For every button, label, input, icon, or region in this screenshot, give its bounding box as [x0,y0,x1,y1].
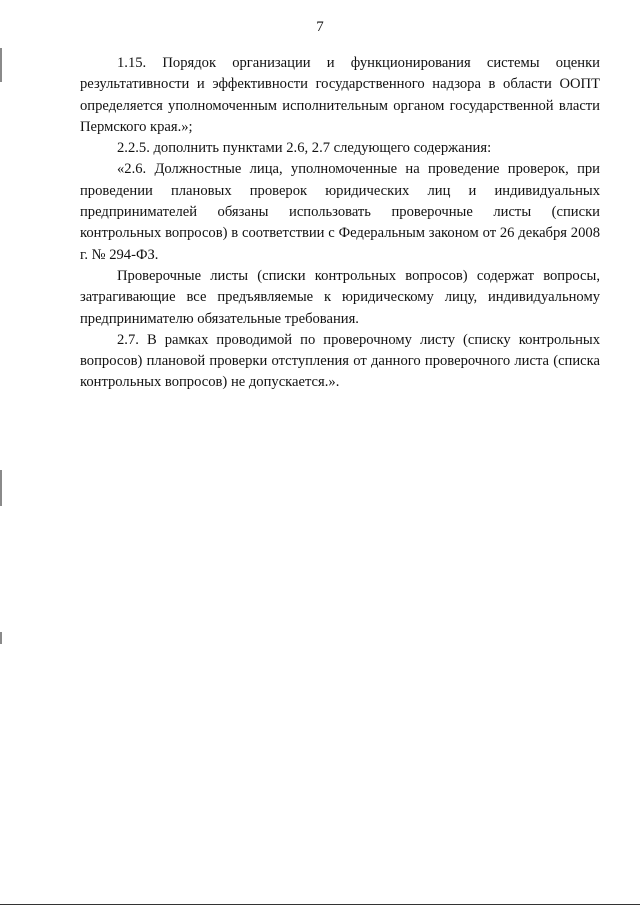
paragraph-checklists: Проверочные листы (списки контрольных вопросов) содержат вопросы, затрагивающие все предъявляемые к юридическому лицу, индивидуальному предпринимателю обязательные требования. [80,267,600,327]
scan-edge-mark [0,632,2,644]
paragraph-2-2-5: 2.2.5. дополнить пунктами 2.6, 2.7 следующего содержания: [117,140,492,157]
page-number: 7 [316,19,324,35]
paragraph-2-7: 2.7. В рамках проводимой по проверочному листу (списку контрольных вопросов) плановой проверки отступления от данного проверочного листа (списка контрольных вопросов) не допускается.». [80,331,600,391]
scan-edge-mark [0,48,2,82]
document-body [80,53,600,394]
scan-edge-mark [0,470,2,506]
paragraph-1-15: 1.15. Порядок организации и функционирования системы оценки результативности и эффективности государственного надзора в области ООПТ определяется уполномоченным исполнительным органом государственной власти Пермского края.»; [80,55,600,135]
paragraph-2-6: «2.6. Должностные лица, уполномоченные на проведение проверок, при проведении плановых проверок юридических лиц и индивидуальных предпринимателей обязаны использовать проверочные листы (списки контрольных вопросов) в соответствии с Федеральным законом от 26 декабря 2008 г. № 294-ФЗ. [80,161,600,263]
